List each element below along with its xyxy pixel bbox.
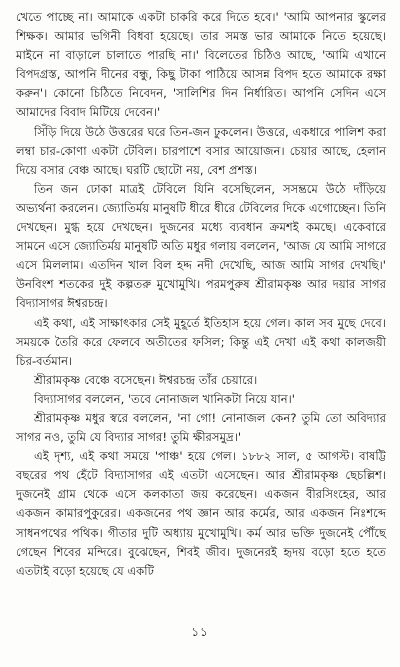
paragraph-ramakrishna-replies: শ্রীরামকৃষ্ণ মধুর স্বরে বললেন, 'না গো! নোনাজল কেন? তুমি তো অবিদ্যার সাগর নও, তুমি যে বিদ্যার সাগর! তুমি ক্ষীরসমুদ্র।' (16, 410, 386, 445)
paragraph-letters: খেতে পাচ্ছে না। আমাকে একটা চাকরি করে দিতে হবে।' 'আমি আপনার স্কুলের শিক্ষক। আমার ভগিনী বিধবা হয়েছে। তার সমস্ত ভার আমাকে নিতে হয়েছে। মাইনে না বাড়ালে চালাতে পারছি না।' বিলেতের চিঠিও আছে, 'আমি এখানে বিপদগ্রস্ত, আপনি দীনের বন্ধু, কিছু টাকা পাঠিয়ে আসন্ন বিপদ হতে আমাকে রক্ষা করুন'। কোনো চিঠিতে নিবেদন, 'সালিশির দিন নির্ধারিত। আপনি সেদিন এসে আমাদের বিবাদ মিটিয়ে দেবেন।' (16, 10, 386, 120)
paragraph-date-1882: এই দৃশ্য, এই কথা সময়ে 'পাঞ্চ' হয়ে গেল। ১৮৮২ সাল, ৫ আগস্ট। বাষট্টি বছরের পথ হেঁটে বিদ্যাসাগর এই এতটা এসেছেন। আর শ্রীরামকৃষ্ণ ছেচল্লিশ। দুজনেই গ্রাম থেকে এসে কলকাতা জয় করেছেন। একজন বীরসিংহের, আর একজন কামারপুকুরের। একজনের পথ জ্ঞান আর কর্মের, আর একজন নিঃশব্দে সাধনপথের পথিক। গীতার দুটি অধ্যায় মুখোমুখি। কর্ম আর ভক্তি দুজনেই পৌঁছে গেছেন শিবের মন্দিরে। বুঝেছেন, শিবই জীব। দুজনেরই হৃদয় বড়ো হতে হতে এতটাই বড়ো হয়েছে যে একটি (16, 449, 386, 578)
body-text (16, 8, 386, 581)
paragraph-history: এই কথা, এই সাক্ষাৎকার সেই মুহূর্তে ইতিহাস হয়ে গেল। কাল সব মুছে দেবে। সময়কে তৈরি করে ফেলবে অতীতের ফসিল; কিন্তু এই দেখা এই কথা কালজয়ী চির-বর্তমান। (16, 315, 386, 368)
paragraph-vidyasagar-speaks: বিদ্যাসাগর বললেন, 'তবে নোনাজল খানিকটা নিয়ে যান।' (34, 391, 295, 406)
page-number: ১১ (191, 625, 209, 639)
paragraph-entering-room: সিঁড়ি দিয়ে উঠে উত্তরের ঘরে তিন-জন ঢুকলেন। উত্তরে, একধারে পালিশ করা লম্বা চার-কোণা একটা টেবিল। চারপাশে বসার আয়োজন। চেয়ার আছে, হেলান দিয়ে বসার বেঞ্চ আছে। ঘরটি ছোটো নয়, বেশ প্রশস্ত। (16, 124, 386, 177)
paragraph-meeting: তিন জন ঢোকা মাত্রই টেবিলে যিনি বসেছিলেন, সসম্ভ্রমে উঠে দাঁড়িয়ে অভ্যর্থনা করলেন। জ্যোতির্ময় মানুষটি ধীরে ধীরে টেবিলের দিকে এগোচ্ছেন। তিনি দেখছেন। মুগ্ধ হয়ে দেখছেন। দুজনের মধ্যে ব্যবধান ক্রমশই কমছে। একেবারে সামনে এসে জ্যোতির্ময় মানুষটি অতি মধুর গলায় বললেন, 'আজ যে আমি সাগরে এসে মিললাম। এতদিন খাল বিল হদ্দ নদী দেখেছি, আজ আমি সাগর দেখছি।' উনবিংশ শতকের দুই কল্পতরু মুখোমুখি। পরমপুরুষ শ্রীরামকৃষ্ণ আর দয়ার সাগর বিদ্যাসাগর ঈশ্বরচন্দ্র। (16, 181, 386, 311)
paragraph-seated: শ্রীরামকৃষ্ণ বেঞ্চে বসেছেন। ঈশ্বরচন্দ্র তাঁর চেয়ারে। (34, 372, 258, 387)
